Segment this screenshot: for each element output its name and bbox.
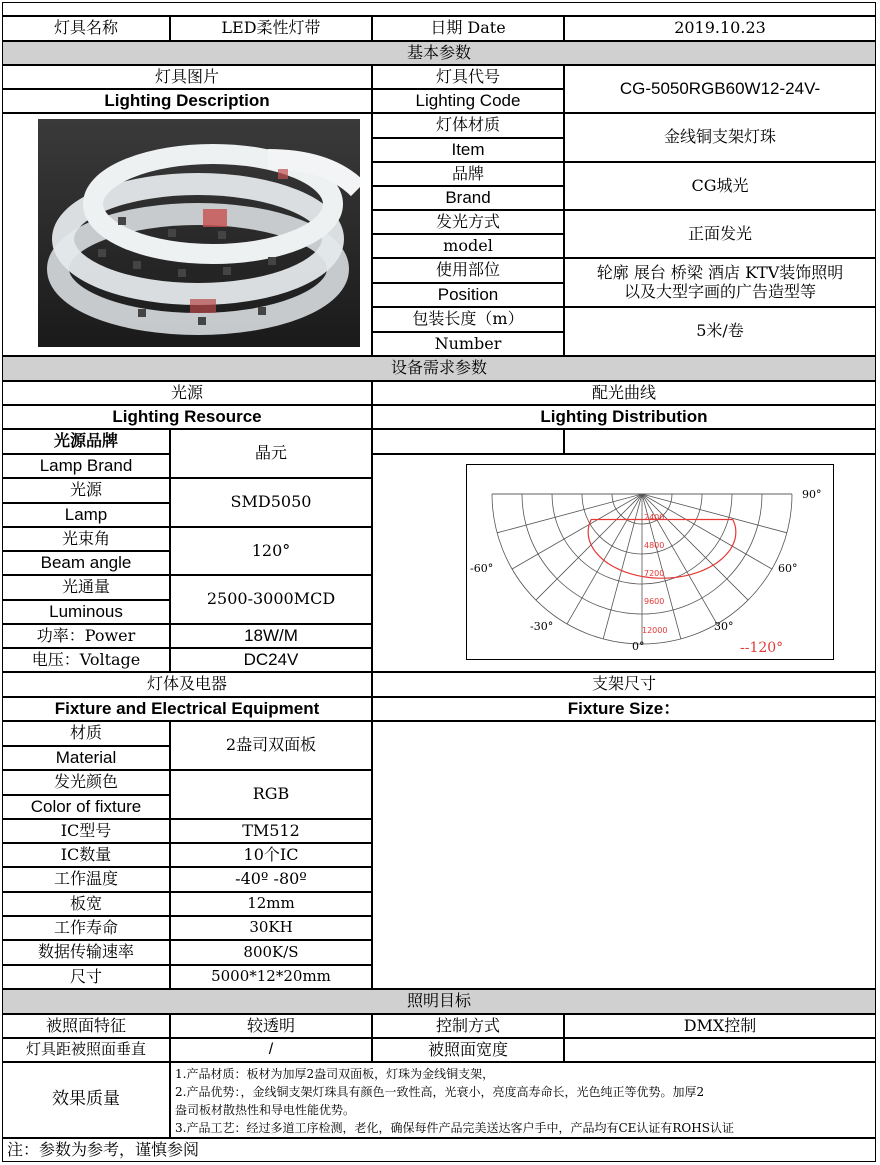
board-width-value: 12mm bbox=[170, 892, 372, 916]
brand-value: CG城光 bbox=[564, 162, 876, 210]
lamp-value: SMD5050 bbox=[170, 478, 372, 527]
spec-sheet bbox=[2, 2, 876, 1162]
basic-section-title: 基本参数 bbox=[2, 41, 876, 65]
material-value: 金线铜支架灯珠 bbox=[564, 113, 876, 162]
fixture-size-en: Fixture Size： bbox=[372, 697, 876, 721]
distance-value: / bbox=[170, 1038, 372, 1062]
date-value: 2019.10.23 bbox=[564, 16, 876, 41]
ring-label-12000: 12000 bbox=[642, 626, 668, 635]
ic-count-value: 10个IC bbox=[170, 843, 372, 867]
equipment-section-title: 设备需求参数 bbox=[2, 356, 876, 381]
lifetime-label: 工作寿命 bbox=[2, 916, 170, 940]
control-value: DMX控制 bbox=[564, 1014, 876, 1038]
date-label: 日期 Date bbox=[372, 16, 564, 41]
distribution-blank-1 bbox=[372, 429, 564, 454]
fixture-material-label-cn: 材质 bbox=[2, 721, 170, 746]
color-label-cn: 发光颜色 bbox=[2, 770, 170, 795]
fixture-material-value: 2盎司双面板 bbox=[170, 721, 372, 770]
angle-label-0: 0° bbox=[632, 640, 645, 653]
ring-label-2400: 2400 bbox=[644, 513, 665, 522]
distribution-title-en: Lighting Distribution bbox=[372, 405, 876, 429]
length-value: 5米/卷 bbox=[564, 307, 876, 356]
dimension-label: 尺寸 bbox=[2, 965, 170, 989]
source-title-en: Lighting Resource bbox=[2, 405, 372, 429]
effect-label: 效果质量 bbox=[2, 1062, 170, 1138]
luminous-label-cn: 光通量 bbox=[2, 575, 170, 600]
fixture-title-cn: 灯体及电器 bbox=[2, 672, 372, 697]
position-value bbox=[564, 258, 876, 307]
color-label-en: Color of fixture bbox=[2, 795, 170, 819]
lamp-label-en: Lamp bbox=[2, 503, 170, 527]
model-label-cn: 发光方式 bbox=[372, 210, 564, 234]
surface-label: 被照面特征 bbox=[2, 1014, 170, 1038]
material-label-en: Item bbox=[372, 138, 564, 162]
source-title-cn: 光源 bbox=[2, 381, 372, 405]
position-label-cn: 使用部位 bbox=[372, 258, 564, 283]
name-value: LED柔性灯带 bbox=[170, 16, 372, 41]
model-value: 正面发光 bbox=[564, 210, 876, 258]
fixture-material-label-en: Material bbox=[2, 746, 170, 770]
dimension-value: 5000*12*20mm bbox=[170, 965, 372, 989]
luminous-value: 2500-3000MCD bbox=[170, 575, 372, 624]
footer-note: 注：参数为参考，谨慎参阅 bbox=[2, 1138, 876, 1162]
width-value bbox=[564, 1038, 876, 1062]
ring-label-7200: 7200 bbox=[644, 569, 665, 578]
lamp-brand-value: 晶元 bbox=[170, 429, 372, 478]
beam-angle-label-en: Beam angle bbox=[2, 551, 170, 575]
angle-label-60: 60° bbox=[778, 562, 798, 575]
angle-label-30: 30° bbox=[714, 620, 734, 633]
ring-label-4800: 4800 bbox=[644, 541, 665, 550]
data-rate-label: 数据传输速率 bbox=[2, 940, 170, 965]
material-label-cn: 灯体材质 bbox=[372, 113, 564, 138]
width-label: 被照面宽度 bbox=[372, 1038, 564, 1062]
beam-angle-label: --120° bbox=[740, 640, 784, 656]
distance-label: 灯具距被照面垂直 bbox=[2, 1038, 170, 1062]
data-rate-value: 800K/S bbox=[170, 940, 372, 965]
luminous-label-en: Luminous bbox=[2, 600, 170, 624]
color-value: RGB bbox=[170, 770, 372, 819]
voltage-label: 电压：Voltage bbox=[2, 648, 170, 672]
ic-model-value: TM512 bbox=[170, 819, 372, 843]
brand-label-cn: 品牌 bbox=[372, 162, 564, 186]
effect-notes bbox=[170, 1062, 876, 1138]
distribution-title-cn: 配光曲线 bbox=[372, 381, 876, 405]
image-label-en: Lighting Description bbox=[2, 89, 372, 113]
board-width-label: 板宽 bbox=[2, 892, 170, 916]
ic-model-label: IC型号 bbox=[2, 819, 170, 843]
power-label: 功率：Power bbox=[2, 624, 170, 648]
image-label-cn: 灯具图片 bbox=[2, 65, 372, 89]
fixture-size-cn: 支架尺寸 bbox=[372, 672, 876, 697]
top-strip bbox=[2, 2, 876, 16]
position-label-en: Position bbox=[372, 283, 564, 307]
note-line-3: 盎司板材散热性和导电性能优势。 bbox=[175, 1103, 356, 1117]
led-strip-photo bbox=[38, 119, 360, 347]
name-label: 灯具名称 bbox=[2, 16, 170, 41]
lifetime-value: 30KH bbox=[170, 916, 372, 940]
note-line-2: 2.产品优势：，金线铜支架灯珠具有颜色一致性高，光衰小，亮度高寿命长，光色纯正等优势。加厚2 bbox=[175, 1085, 705, 1099]
target-section-title: 照明目标 bbox=[2, 989, 876, 1014]
code-value: CG-5050RGB60W12-24V- bbox=[564, 65, 876, 113]
polar-distribution-chart bbox=[466, 464, 834, 660]
angle-label-minus60: -60° bbox=[470, 562, 494, 575]
voltage-value: DC24V bbox=[170, 648, 372, 672]
work-temp-label: 工作温度 bbox=[2, 867, 170, 892]
angle-label-minus30: -30° bbox=[530, 620, 554, 633]
surface-value: 较透明 bbox=[170, 1014, 372, 1038]
code-label-cn: 灯具代号 bbox=[372, 65, 564, 89]
control-label: 控制方式 bbox=[372, 1014, 564, 1038]
lamp-brand-label-en: Lamp Brand bbox=[2, 454, 170, 478]
beam-angle-value: 120° bbox=[170, 527, 372, 575]
note-line-1: 1.产品材质：板材为加厚2盎司双面板，灯珠为金线铜支架， bbox=[175, 1067, 495, 1081]
angle-label-90: 90° bbox=[802, 488, 822, 501]
fixture-title-en: Fixture and Electrical Equipment bbox=[2, 697, 372, 721]
ring-label-9600: 9600 bbox=[644, 597, 665, 606]
work-temp-value: -40º -80º bbox=[170, 867, 372, 892]
lamp-brand-label-cn: 光源品牌 bbox=[2, 429, 170, 454]
power-value: 18W/M bbox=[170, 624, 372, 648]
position-value-line1: 轮廓 展台 桥梁 酒店 KTV装饰照明 bbox=[596, 263, 844, 283]
length-label-cn: 包装长度（m） bbox=[372, 307, 564, 332]
note-line-4: 3.产品工艺：经过多道工序检测，老化，确保每件产品完美送达客户手中，产品均有CE认证有ROHS认证 bbox=[175, 1121, 734, 1135]
ic-count-label: IC数量 bbox=[2, 843, 170, 867]
model-label-en: model bbox=[372, 234, 564, 258]
distribution-blank-2 bbox=[564, 429, 876, 454]
code-label-en: Lighting Code bbox=[372, 89, 564, 113]
beam-angle-label-cn: 光束角 bbox=[2, 527, 170, 551]
position-value-line2: 以及大型字画的广告造型等 bbox=[623, 281, 816, 301]
fixture-size-area bbox=[372, 721, 876, 989]
lamp-label-cn: 光源 bbox=[2, 478, 170, 503]
length-label-en: Number bbox=[372, 332, 564, 356]
brand-label-en: Brand bbox=[372, 186, 564, 210]
